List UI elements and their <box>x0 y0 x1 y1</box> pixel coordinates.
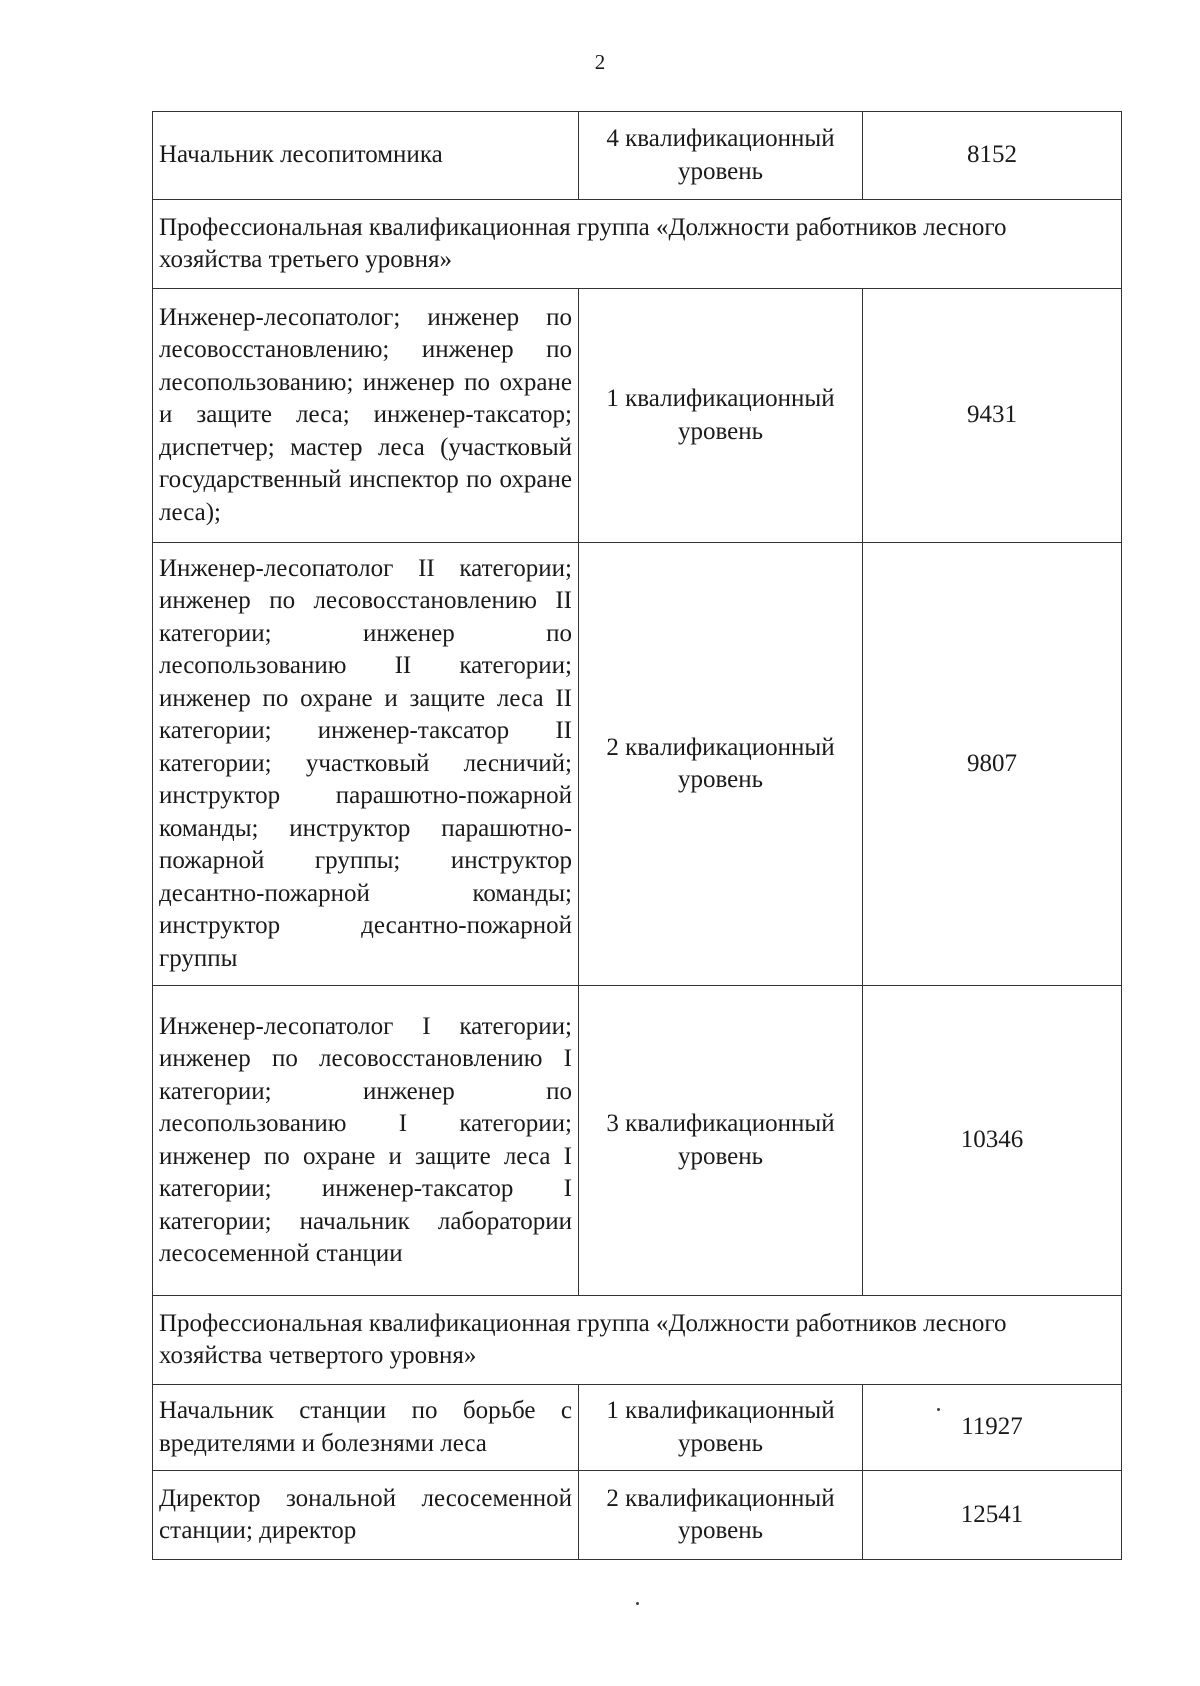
qualification-level-cell: 2 квалификационный уровень <box>579 543 863 986</box>
group-header-row <box>153 1296 1122 1385</box>
table-row <box>153 1385 1122 1471</box>
position-cell: Инженер-лесопатолог II категории; инженер по лесовосстановлению II категории; инженер по лесопользованию II категории; инженер по охране и защите леса II категории; инженер-таксатор II категории; участковый лесничий; инструктор парашютно-пожарной команды; инструктор парашютно-пожарной группы; инструктор десантно-пожарной команды; инструктор десантно-пожарной группы <box>153 543 579 986</box>
table-row <box>153 289 1122 543</box>
position-cell: Директор зональной лесосеменной станции; директор <box>153 1471 579 1560</box>
position-cell: Начальник станции по борьбе с вредителями и болезнями леса <box>153 1385 579 1471</box>
page-number: 2 <box>594 50 606 74</box>
qualification-level-cell: 1 квалификационный уровень <box>579 1385 863 1471</box>
salary-cell: 10346 <box>863 986 1122 1296</box>
table-row <box>153 1471 1122 1560</box>
position-cell: Начальник лесопитомника <box>153 112 579 200</box>
qualification-level-cell: 3 квалификационный уровень <box>579 986 863 1296</box>
position-cell: Инженер-лесопатолог; инженер по лесовосстановлению; инженер по лесопользованию; инженер по охране и защите леса; инженер-таксатор; диспетчер; мастер леса (участковый государственный инспектор по охране леса); <box>153 289 579 543</box>
group-header-cell: Профессиональная квалификационная группа «Должности работников лесного хозяйства четвертого уровня» <box>153 1296 1122 1385</box>
scan-speck <box>636 1602 639 1605</box>
salary-cell: 8152 <box>863 112 1122 200</box>
group-header-row <box>153 200 1122 289</box>
salary-table <box>152 111 1122 1560</box>
salary-cell: 9807 <box>863 543 1122 986</box>
salary-cell: 9431 <box>863 289 1122 543</box>
scan-speck <box>937 1408 940 1411</box>
salary-cell: 12541 <box>863 1471 1122 1560</box>
qualification-level-cell: 2 квалификационный уровень <box>579 1471 863 1560</box>
table-row <box>153 986 1122 1296</box>
position-cell: Инженер-лесопатолог I категории; инженер по лесовосстановлению I категории; инженер по лесопользованию I категории; инженер по охране и защите леса I категории; инженер-таксатор I категории; начальник лаборатории лесосеменной станции <box>153 986 579 1296</box>
table-row <box>153 543 1122 986</box>
qualification-level-cell: 1 квалификационный уровень <box>579 289 863 543</box>
group-header-cell: Профессиональная квалификационная группа «Должности работников лесного хозяйства третьего уровня» <box>153 200 1122 289</box>
table-row <box>153 112 1122 200</box>
qualification-level-cell: 4 квалификационный уровень <box>579 112 863 200</box>
salary-cell: 11927 <box>863 1385 1122 1471</box>
